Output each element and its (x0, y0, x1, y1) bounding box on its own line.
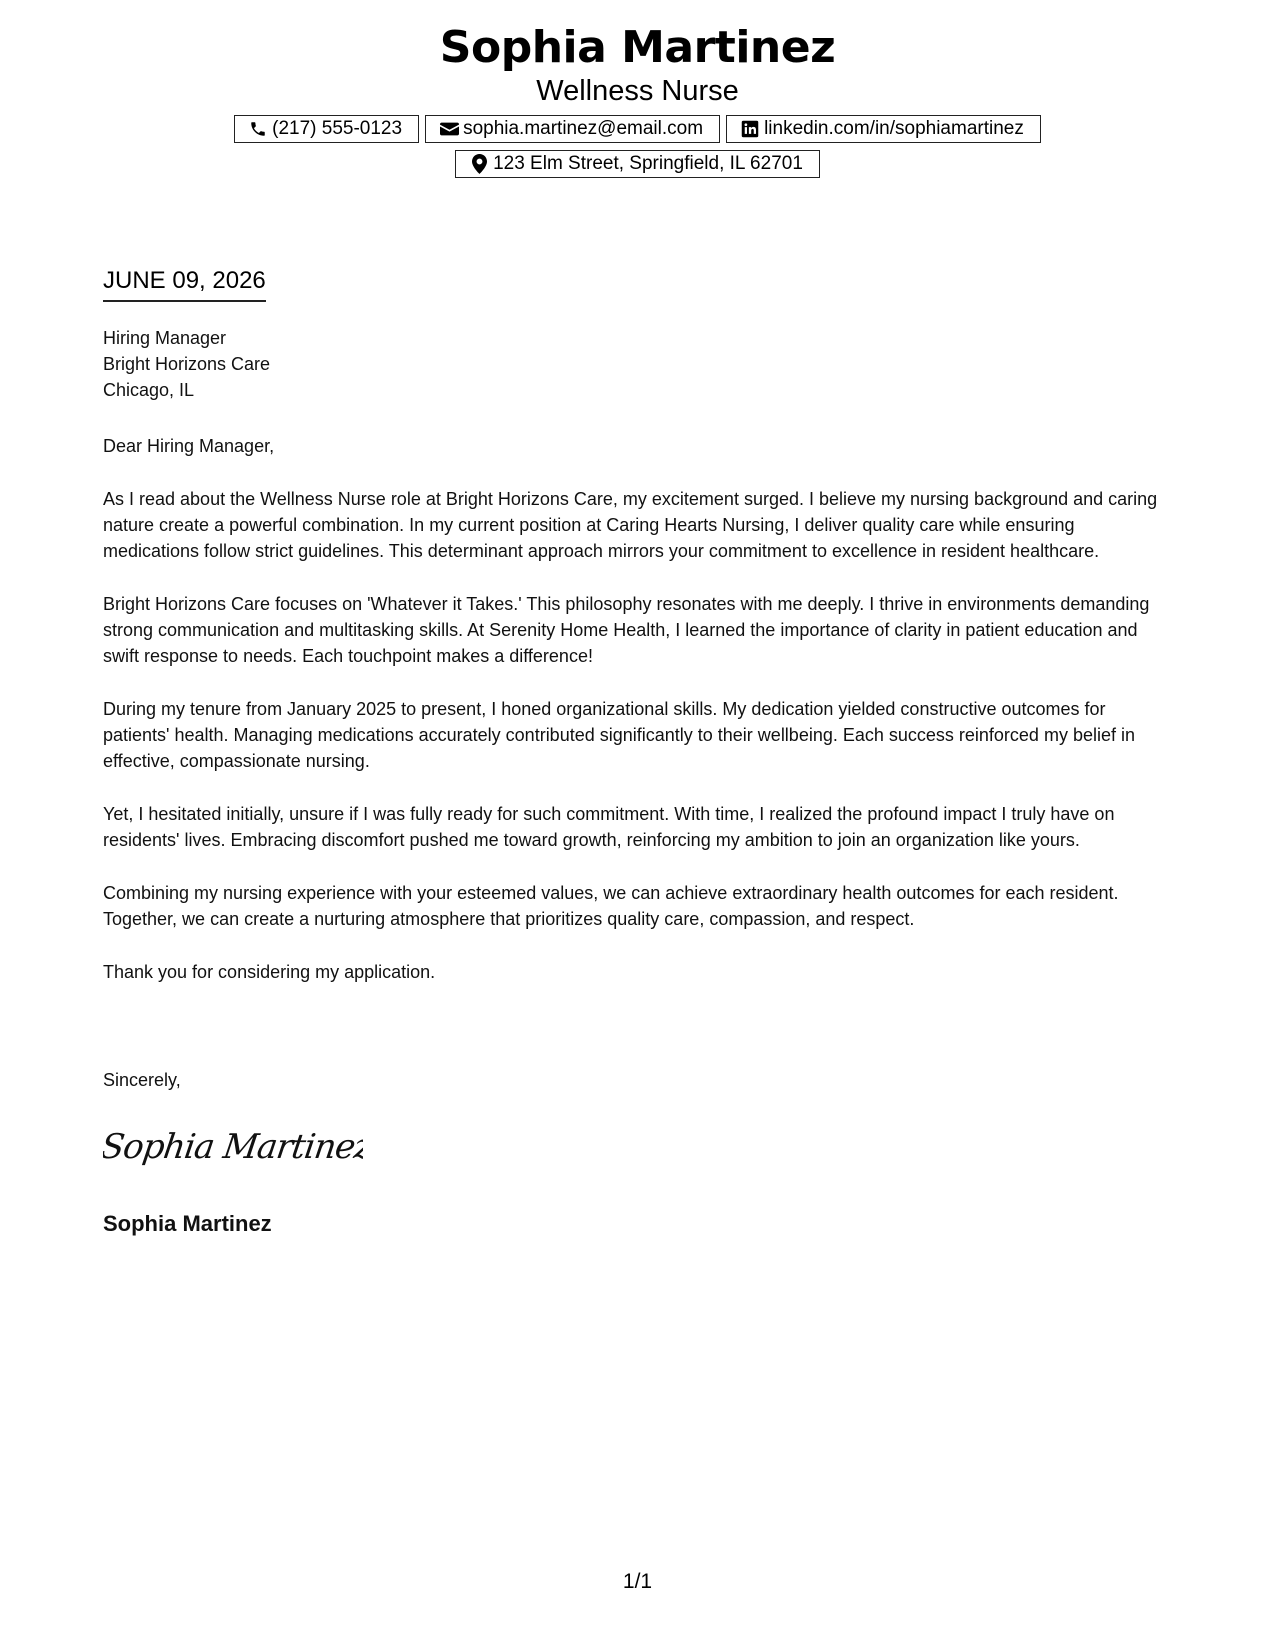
body-paragraph: As I read about the Wellness Nurse role at Bright Horizons Care, my excitement surged. I believe my nursing background and caring nature create a powerful combination. In my current position at Caring Hearts Nursing, I deliver quality care while ensuring medications follow strict guidelines. This determinant approach mirrors your commitment to excellence in resident healthcare. (103, 489, 1158, 561)
contact-address (455, 150, 820, 178)
email-text: sophia.martinez@email.com (463, 118, 704, 139)
svg-text:Sophia Martinez: Sophia Martinez (103, 1127, 363, 1167)
recipient-name: Hiring Manager (103, 328, 227, 348)
body-paragraph: During my tenure from January 2025 to present, I honed organizational skills. My dedication yielded constructive outcomes for patients' health. Managing medications accurately contributed significantly to their wellbeing. Each success reinforced my belief in effective, compassionate nursing. (103, 699, 1135, 771)
contact-linkedin[interactable] (726, 115, 1041, 143)
job-title: Wellness Nurse (536, 75, 739, 107)
recipient-block (103, 325, 270, 403)
contact-row (0, 115, 1275, 143)
body-paragraph: Combining my nursing experience with your esteemed values, we can achieve extraordinary health outcomes for each resident. Together, we can create a nurturing atmosphere that prioritizes quality care, compassion, and respect. (103, 883, 1119, 929)
signer-name: Sophia Martinez (103, 1211, 272, 1236)
phone-text: (217) 555-0123 (272, 118, 403, 139)
body-paragraph: Thank you for considering my application. (103, 962, 436, 982)
letter-date: JUNE 09, 2026 (103, 266, 266, 302)
map-pin-icon (469, 154, 489, 174)
salutation: Dear Hiring Manager, (103, 436, 275, 456)
contact-email[interactable] (425, 115, 720, 143)
handwritten-signature (103, 1120, 363, 1181)
closing-line: Sincerely, (103, 1070, 181, 1090)
applicant-name: Sophia Martinez (439, 22, 836, 73)
linkedin-text: linkedin.com/in/sophiamartinez (764, 118, 1024, 139)
page-indicator: 1/1 (622, 1570, 653, 1593)
linkedin-icon (740, 119, 760, 139)
recipient-company: Bright Horizons Care (103, 354, 271, 374)
address-text: 123 Elm Street, Springfield, IL 62701 (493, 153, 803, 174)
letter-body (103, 433, 1175, 1012)
letter-header (0, 22, 1275, 178)
address-row (0, 150, 1275, 178)
contact-phone[interactable] (234, 115, 419, 143)
phone-icon (248, 119, 268, 139)
recipient-location: Chicago, IL (103, 380, 195, 400)
body-paragraph: Bright Horizons Care focuses on 'Whatever it Takes.' This philosophy resonates with me deeply. I thrive in environments demanding strong communication and multitasking skills. At Serenity Home Health, I learned the importance of clarity in patient education and swift response to needs. Each touchpoint makes a difference! (103, 594, 1150, 666)
body-paragraph: Yet, I hesitated initially, unsure if I was fully ready for such commitment. With time, I realized the profound impact I truly have on residents' lives. Embracing discomfort pushed me toward growth, reinforcing my ambition to join an organization like yours. (103, 804, 1115, 850)
envelope-icon (439, 119, 459, 139)
